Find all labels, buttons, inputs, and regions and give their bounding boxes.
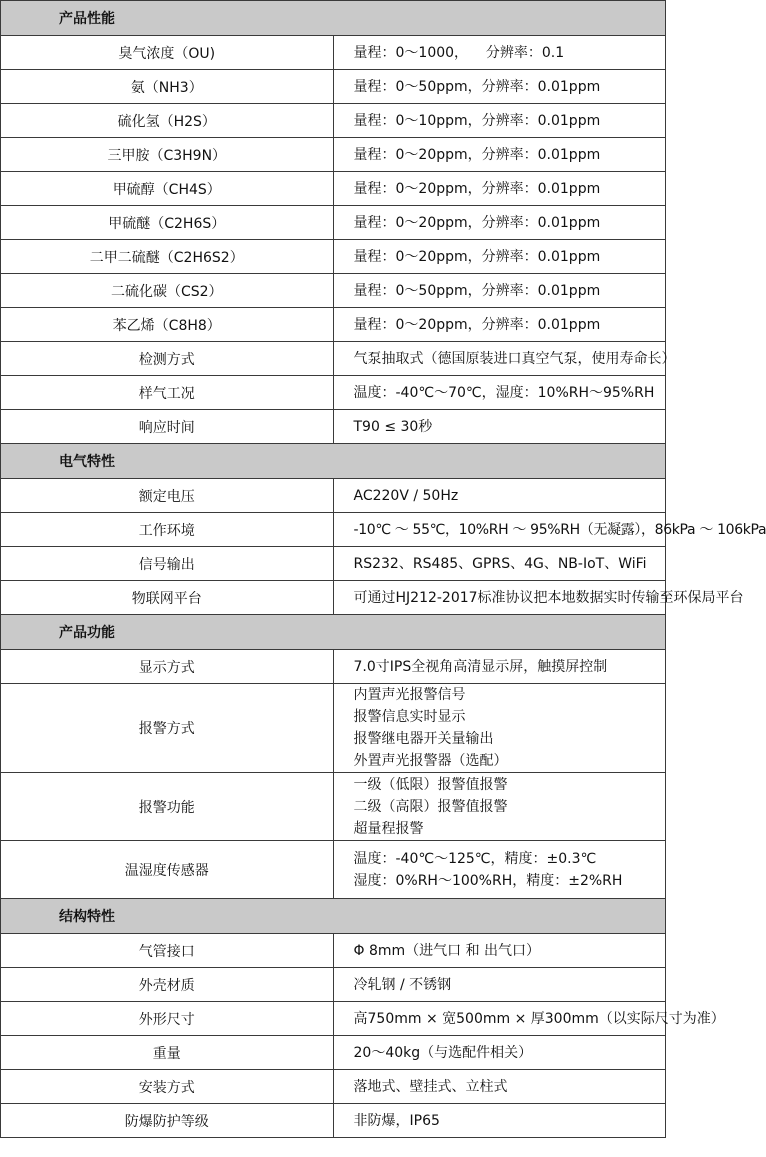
spec-label: 臭气浓度（OU) — [1, 36, 334, 70]
spec-label: 响应时间 — [1, 410, 334, 444]
spec-value: AC220V / 50Hz — [333, 479, 666, 513]
spec-label: 样气工况 — [1, 376, 334, 410]
spec-value: 温度：-40℃～70℃，湿度：10%RH～95%RH — [333, 376, 666, 410]
section-title: 电气特性 — [1, 444, 666, 479]
spec-value: 量程：0～50ppm，分辨率：0.01ppm — [333, 274, 666, 308]
spec-value: 量程：0～20ppm，分辨率：0.01ppm — [333, 172, 666, 206]
spec-value: 量程：0～20ppm，分辨率：0.01ppm — [333, 206, 666, 240]
section-title: 产品性能 — [1, 1, 666, 36]
spec-label: 二甲二硫醚（C2H6S2） — [1, 240, 334, 274]
spec-label: 二硫化碳（CS2） — [1, 274, 334, 308]
table-row — [1, 206, 666, 240]
spec-label: 报警功能 — [1, 773, 334, 841]
spec-label: 报警方式 — [1, 684, 334, 773]
spec-label: 外形尺寸 — [1, 1002, 334, 1036]
section-header — [1, 899, 666, 934]
spec-value: 温度：-40℃～125℃，精度：±0.3℃ 湿度：0%RH～100%RH，精度：±2%RH — [333, 841, 666, 899]
spec-value: 气泵抽取式（德国原装进口真空气泵，使用寿命长） — [333, 342, 666, 376]
spec-value: 冷轧钢 / 不锈钢 — [333, 968, 666, 1002]
table-row — [1, 70, 666, 104]
spec-value: 非防爆，IP65 — [333, 1104, 666, 1138]
spec-label: 检测方式 — [1, 342, 334, 376]
table-row — [1, 968, 666, 1002]
spec-value: 落地式、壁挂式、立柱式 — [333, 1070, 666, 1104]
spec-label: 气管接口 — [1, 934, 334, 968]
spec-value: 20～40kg（与选配件相关） — [333, 1036, 666, 1070]
spec-label: 重量 — [1, 1036, 334, 1070]
spec-value: 高750mm × 宽500mm × 厚300mm（以实际尺寸为准） — [333, 1002, 666, 1036]
spec-value: 量程：0～50ppm，分辨率：0.01ppm — [333, 70, 666, 104]
spec-label: 甲硫醇（CH4S） — [1, 172, 334, 206]
section-header — [1, 444, 666, 479]
spec-value: 一级（低限）报警值报警 二级（高限）报警值报警 超量程报警 — [333, 773, 666, 841]
spec-label: 防爆防护等级 — [1, 1104, 334, 1138]
spec-value: Φ 8mm（进气口 和 出气口） — [333, 934, 666, 968]
spec-label: 额定电压 — [1, 479, 334, 513]
spec-label: 外壳材质 — [1, 968, 334, 1002]
section-title: 产品功能 — [1, 615, 666, 650]
table-row — [1, 841, 666, 899]
table-row — [1, 684, 666, 773]
table-row — [1, 410, 666, 444]
spec-value: 量程：0～20ppm，分辨率：0.01ppm — [333, 308, 666, 342]
spec-value: 量程：0～20ppm，分辨率：0.01ppm — [333, 138, 666, 172]
table-row — [1, 104, 666, 138]
table-row — [1, 1036, 666, 1070]
spec-value: 量程：0～1000， 分辨率：0.1 — [333, 36, 666, 70]
table-row — [1, 1104, 666, 1138]
spec-value: 内置声光报警信号 报警信息实时显示 报警继电器开关量输出 外置声光报警器（选配） — [333, 684, 666, 773]
table-row — [1, 547, 666, 581]
table-row — [1, 308, 666, 342]
spec-label: 硫化氢（H2S） — [1, 104, 334, 138]
table-row — [1, 650, 666, 684]
spec-value: 7.0寸IPS全视角高清显示屏，触摸屏控制 — [333, 650, 666, 684]
spec-value: T90 ≤ 30秒 — [333, 410, 666, 444]
spec-value: -10℃ ～ 55℃，10%RH ～ 95%RH（无凝露），86kPa ～ 106kPa — [333, 513, 666, 547]
table-row — [1, 240, 666, 274]
table-row — [1, 138, 666, 172]
table-row — [1, 274, 666, 308]
table-row — [1, 172, 666, 206]
spec-label: 信号输出 — [1, 547, 334, 581]
table-row — [1, 934, 666, 968]
table-row — [1, 1002, 666, 1036]
spec-label: 工作环境 — [1, 513, 334, 547]
spec-value: 可通过HJ212-2017标准协议把本地数据实时传输至环保局平台 — [333, 581, 666, 615]
spec-label: 显示方式 — [1, 650, 334, 684]
spec-label: 甲硫醚（C2H6S） — [1, 206, 334, 240]
table-row — [1, 376, 666, 410]
section-header — [1, 1, 666, 36]
table-row — [1, 1070, 666, 1104]
table-row — [1, 513, 666, 547]
table-row — [1, 479, 666, 513]
table-row — [1, 36, 666, 70]
section-header — [1, 615, 666, 650]
table-row — [1, 581, 666, 615]
spec-value: 量程：0～10ppm，分辨率：0.01ppm — [333, 104, 666, 138]
table-row — [1, 342, 666, 376]
section-title: 结构特性 — [1, 899, 666, 934]
spec-value: RS232、RS485、GPRS、4G、NB-IoT、WiFi — [333, 547, 666, 581]
spec-label: 三甲胺（C3H9N） — [1, 138, 334, 172]
spec-label: 温湿度传感器 — [1, 841, 334, 899]
spec-label: 物联网平台 — [1, 581, 334, 615]
spec-label: 苯乙烯（C8H8） — [1, 308, 334, 342]
spec-label: 安装方式 — [1, 1070, 334, 1104]
spec-label: 氨（NH3） — [1, 70, 334, 104]
table-row — [1, 773, 666, 841]
spec-value: 量程：0～20ppm，分辨率：0.01ppm — [333, 240, 666, 274]
